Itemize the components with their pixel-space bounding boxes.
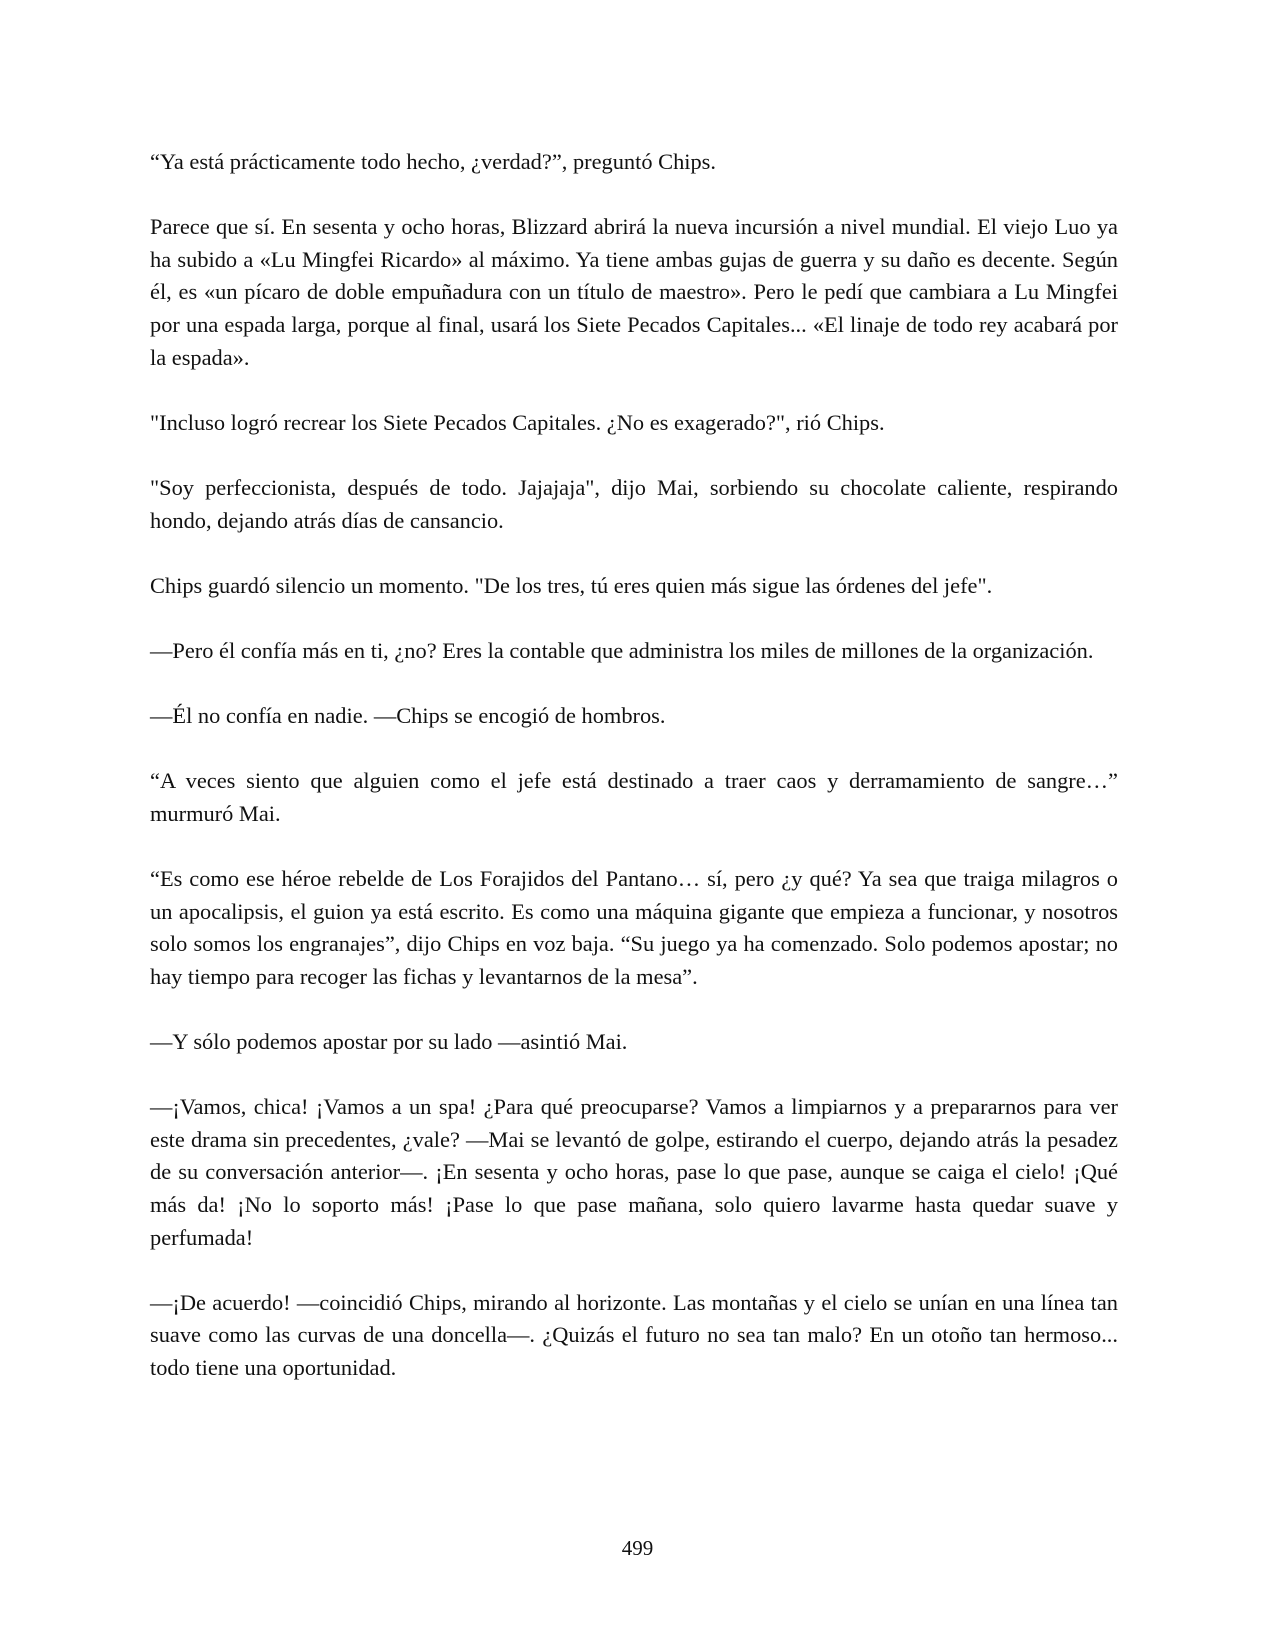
paragraph-6: —Pero él confía más en ti, ¿no? Eres la contable que administra los miles de millones de la organización. [150, 637, 1094, 663]
paragraph-9: “Es como ese héroe rebelde de Los Forajidos del Pantano… sí, pero ¿y qué? Ya sea que traiga milagros o un apocalipsis, el guion ya está escrito. Es como una máquina gigante que empieza a funcionar, y nosotros solo somos los engranajes”, dijo Chips en voz baja. “Su juego ya ha comenzado. Solo podemos apostar; no hay tiempo para recoger las fichas y levantarnos de la mesa”. [150, 866, 1118, 989]
paragraph-12: —¡De acuerdo! —coincidió Chips, mirando al horizonte. Las montañas y el cielo se unían en una línea tan suave como las curvas de una doncella—. ¿Quizás el futuro no sea tan malo? En un otoño tan hermoso... todo tiene una oportunidad. [150, 1289, 1118, 1380]
paragraph-10: —Y sólo podemos apostar por su lado —asintió Mai. [150, 1029, 628, 1055]
paragraph-11: —¡Vamos, chica! ¡Vamos a un spa! ¿Para qué preocuparse? Vamos a limpiarnos y a prepararnos para ver este drama sin precedentes, ¿vale? —Mai se levantó de golpe, estirando el cuerpo, dejando atrás la pesadez de su conversación anterior—. ¡En sesenta y ocho horas, pase lo que pase, aunque se caiga el cielo! ¡Qué más da! ¡No lo soporto más! ¡Pase lo que pase mañana, solo quiero lavarme hasta quedar suave y perfumada! [150, 1094, 1118, 1250]
body-text [150, 146, 1118, 1385]
page-number: 499 [621, 1536, 654, 1560]
paragraph-5: Chips guardó silencio un momento. "De los tres, tú eres quien más sigue las órdenes del jefe". [150, 572, 993, 598]
paragraph-8: “A veces siento que alguien como el jefe está destinado a traer caos y derramamiento de sangre…” murmuró Mai. [150, 768, 1118, 826]
paragraph-1: “Ya está prácticamente todo hecho, ¿verdad?”, preguntó Chips. [150, 149, 716, 174]
paragraph-7: —Él no confía en nadie. —Chips se encogió de hombros. [150, 703, 666, 729]
paragraph-3: "Incluso logró recrear los Siete Pecados Capitales. ¿No es exagerado?", rió Chips. [150, 409, 885, 435]
paragraph-4: "Soy perfeccionista, después de todo. Jajajaja", dijo Mai, sorbiendo su chocolate caliente, respirando hondo, dejando atrás días de cansancio. [150, 474, 1118, 533]
paragraph-2: Parece que sí. En sesenta y ocho horas, Blizzard abrirá la nueva incursión a nivel mundial. El viejo Luo ya ha subido a «Lu Mingfei Ricardo» al máximo. Ya tiene ambas gujas de guerra y su daño es decente. Según él, es «un pícaro de doble empuñadura con un título de maestro». Pero le pedí que cambiara a Lu Mingfei por una espada larga, porque al final, usará los Siete Pecados Capitales... «El linaje de todo rey acabará por la espada». [150, 214, 1118, 370]
